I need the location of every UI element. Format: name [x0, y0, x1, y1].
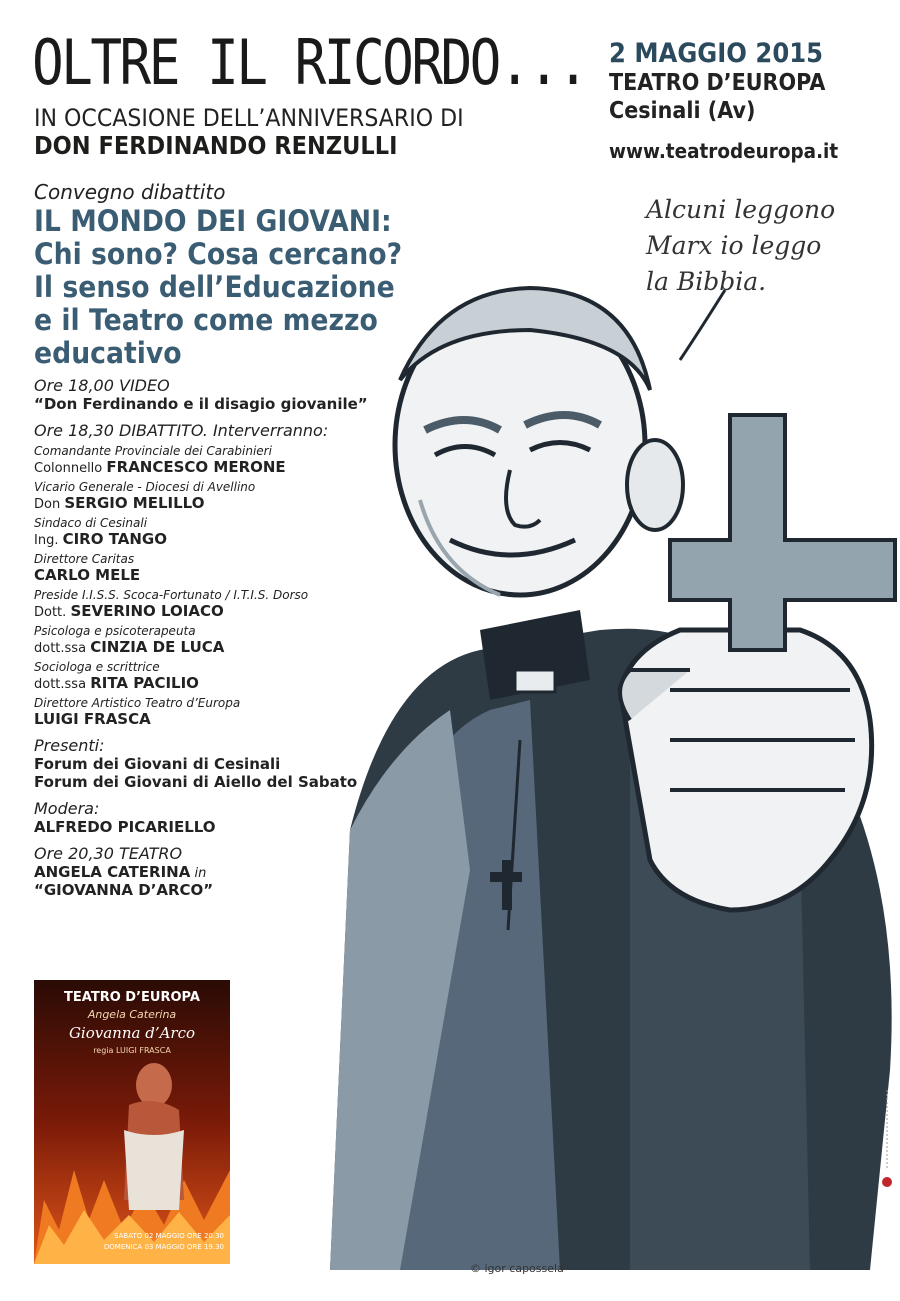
- event-info: [609, 38, 858, 163]
- occasion-line: IN OCCASIONE DELL’ANNIVERSARIO DI: [34, 104, 464, 132]
- speaker-name: dott.ssa CINZIA DE LUCA: [34, 638, 225, 656]
- speaker-name: Don SERGIO MELILLO: [34, 494, 205, 512]
- present-label: Presenti:: [34, 736, 105, 755]
- illustration-credit: © igor capossela: [470, 1262, 564, 1275]
- mini-actor: Angela Caterina: [87, 1008, 177, 1021]
- topic-line: educativo: [34, 336, 182, 370]
- speech-line: Alcuni leggono: [646, 195, 836, 224]
- speaker-role: Sindaco di Cesinali: [34, 516, 148, 530]
- speaker-role: Direttore Artistico Teatro d’Europa: [34, 696, 241, 710]
- speaker-name: Dott. SEVERINO LOIACO: [34, 602, 224, 620]
- speaker-role: Direttore Caritas: [34, 552, 135, 566]
- speaker-name: Ing. CIRO TANGO: [34, 530, 168, 548]
- fire-artwork: [34, 980, 230, 1264]
- speaker-name: Colonnello FRANCESCO MERONE: [34, 458, 286, 476]
- conference-topic: [34, 205, 420, 370]
- printer-mark: [878, 1090, 896, 1190]
- speaker-role: Comandante Provinciale dei Carabinieri: [34, 444, 272, 458]
- mini-show: Giovanna d’Arco: [68, 1024, 196, 1042]
- speaker-name: dott.ssa RITA PACILIO: [34, 674, 199, 692]
- theatre-actor: ANGELA CATERINA in: [34, 863, 207, 881]
- topic-line: Chi sono? Cosa cercano?: [34, 237, 403, 271]
- present-item: Forum dei Giovani di Aiello del Sabato: [34, 773, 358, 791]
- speaker-role: Preside I.I.S.S. Scoca-Fortunato / I.T.I.S. Dorso: [34, 588, 309, 602]
- schedule: [34, 376, 394, 899]
- debate-time: Ore 18,30 DIBATTITO. Interverranno:: [34, 421, 329, 440]
- event-city: Cesinali (Av): [608, 98, 756, 124]
- speaker-list: [34, 444, 394, 728]
- present-item: Forum dei Giovani di Cesinali: [34, 755, 281, 773]
- website-link[interactable]: www.teatrodeuropa.it: [608, 139, 839, 163]
- moderator-name: ALFREDO PICARIELLO: [34, 818, 216, 836]
- theatre-show: “GIOVANNA D’ARCO”: [34, 881, 214, 899]
- poster-title: OLTRE IL RICORDO...: [32, 26, 587, 99]
- mini-date: DOMENICA 03 MAGGIO ORE 19.30: [103, 1243, 224, 1251]
- mini-director: regia LUIGI FRASCA: [93, 1046, 171, 1055]
- theatre-poster-thumbnail: [34, 980, 230, 1264]
- mini-venue: TEATRO D’EUROPA: [64, 990, 200, 1005]
- speaker-role: Sociologa e scrittrice: [34, 660, 160, 674]
- speaker-name: LUIGI FRASCA: [34, 710, 151, 728]
- honoree-name: DON FERDINANDO RENZULLI: [34, 131, 398, 160]
- conference-type: Convegno dibattito: [34, 180, 226, 204]
- speaker-role: Vicario Generale - Diocesi di Avellino: [34, 480, 256, 494]
- event-venue: TEATRO D’EUROPA: [608, 70, 826, 96]
- topic-line: e il Teatro come mezzo: [34, 303, 378, 337]
- speaker-name: CARLO MELE: [34, 566, 141, 584]
- moderator-label: Modera:: [34, 799, 100, 818]
- priest-illustration: [330, 270, 900, 1270]
- speech-line: Marx io leggo: [646, 231, 822, 260]
- speech-line: la Bibbia.: [646, 267, 767, 296]
- speaker-role: Psicologa e psicoterapeuta: [34, 624, 196, 638]
- theatre-time: Ore 20,30 TEATRO: [34, 844, 183, 863]
- video-time: Ore 18,00 VIDEO: [34, 376, 170, 395]
- mini-date: SABATO 02 MAGGIO ORE 20.30: [114, 1232, 224, 1240]
- topic-line: Il senso dell’Educazione: [34, 270, 395, 304]
- video-title: “Don Ferdinando e il disagio giovanile”: [34, 395, 368, 413]
- speech-bubble: [646, 192, 866, 300]
- topic-line: IL MONDO DEI GIOVANI:: [34, 204, 392, 238]
- event-date: 2 MAGGIO 2015: [608, 38, 823, 69]
